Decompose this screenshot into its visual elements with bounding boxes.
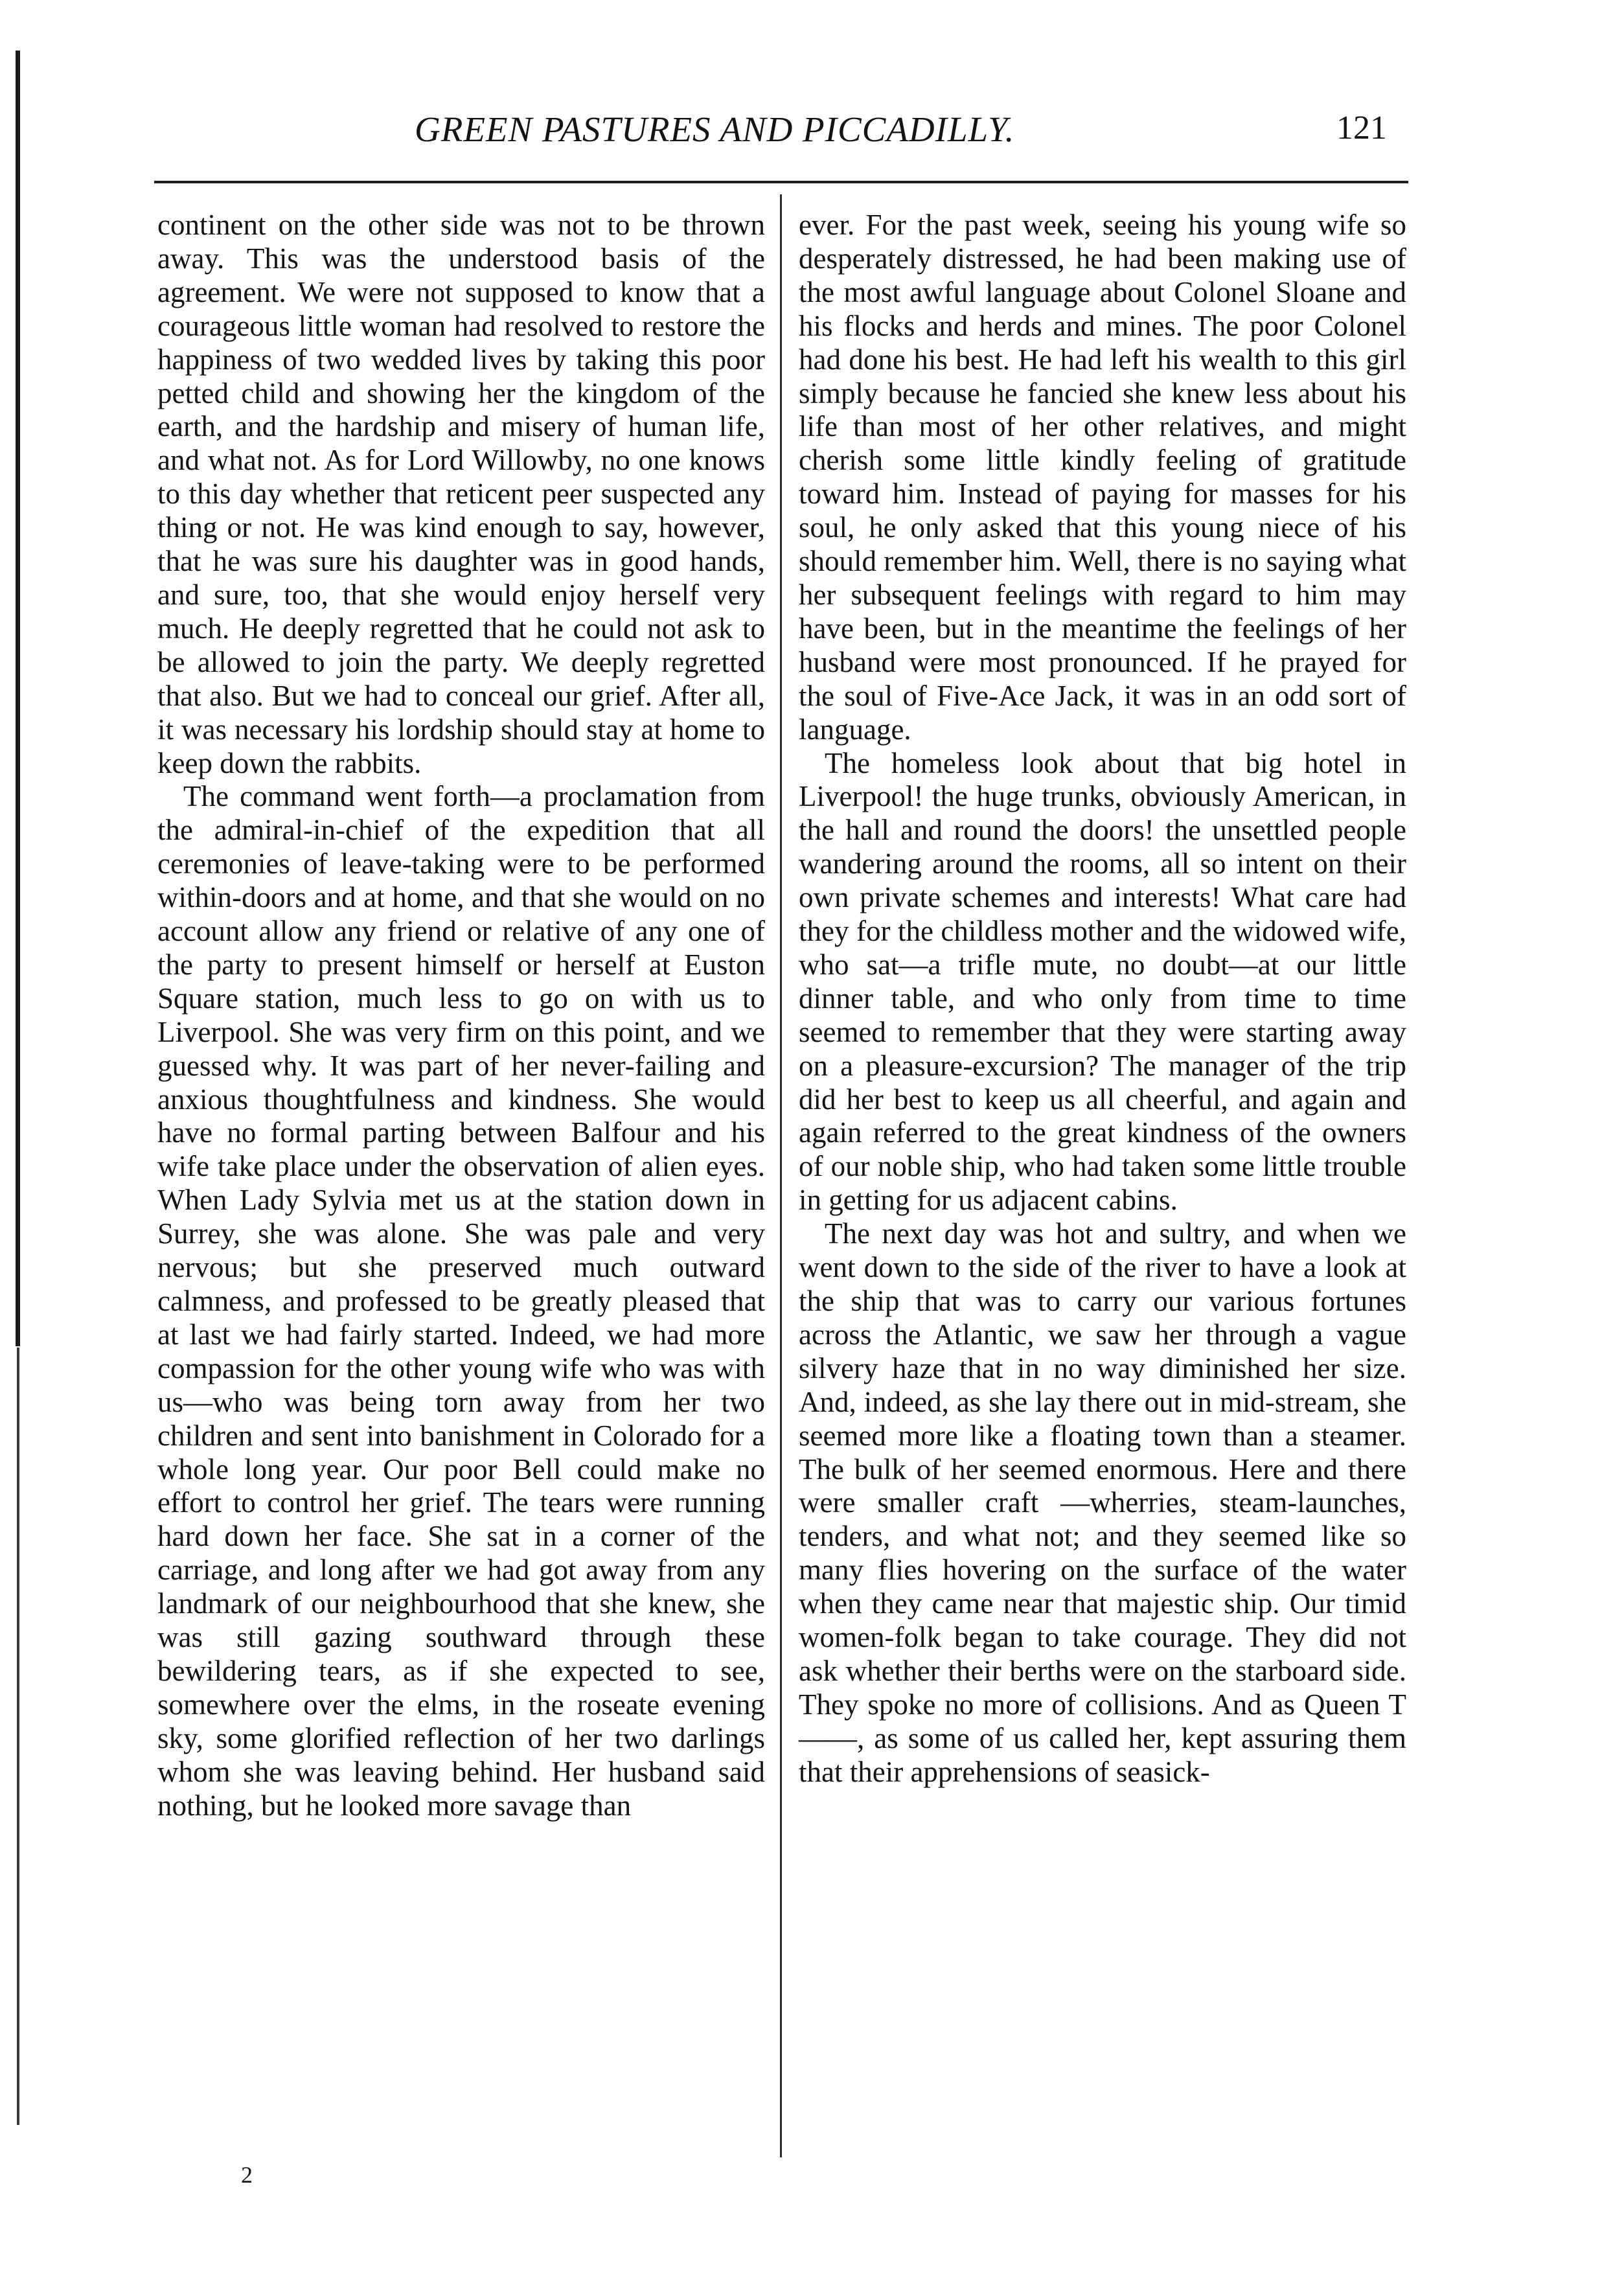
paragraph: The command went forth—a proclamation from the admiral-in-chief of the expedition that all ceremonies of leave-taking were to be performed within-doors and at home, and that she would on no account allow any friend or relative of any one of the party to present himself or herself at Euston Square station, much less to go on with us to Liverpool. She was very firm on this point, and we guessed why. It was part of her never-failing and anxious thoughtfulness and kindness. She would have no formal parting between Balfour and his wife take place under the observation of alien eyes. When Lady Sylvia met us at the station down in Surrey, she was alone. She was pale and very nervous; but she preserved much outward calmness, and professed to be greatly pleased that at last we had fairly started. Indeed, we had more compassion for the other young wife who was with us—who was being torn away from her two children and sent into banishment in Colorado for a whole long year. Our poor Bell could make no effort to control her grief. The tears were running hard down her face. She sat in a corner of the carriage, and long after we had got away from any landmark of our neighbourhood that she knew, she was still gazing southward through these bewildering tears, as if she expected to see, somewhere over the elms, in the roseate evening sky, some glorified reflection of her two darlings whom she was leaving behind. Her husband said nothing, but he looked more savage than xyxy=(157,780,765,1822)
paragraph: The homeless look about that big hotel in Liverpool! the huge trunks, obviously American, in the hall and round the doors! the unsettled people wandering around the rooms, all so intent on their own private schemes and interests! What care had they for the childless mother and the widowed wife, who sat—a trifle mute, no doubt—at our little dinner table, and who only from time to time seemed to remember that they were starting away on a pleasure-excursion? The manager of the trip did her best to keep us all cheerful, and again and again referred to the great kindness of the owners of our noble ship, who had taken some little trouble in getting for us adjacent cabins. xyxy=(799,746,1406,1217)
page-number: 121 xyxy=(1336,109,1387,146)
paragraph: ever. For the past week, seeing his young wife so desperately distressed, he had been making use of the most awful language about Colonel Sloane and his flocks and herds and mines. The poor Colonel had done his best. He had left his wealth to this girl simply because he fancied she knew less about his life than most of her other relatives, and might cherish some little kindly feeling of gratitude toward him. Instead of paying for masses for his soul, he only asked that this young niece of his should remember him. Well, there is no saying what her subsequent feelings with regard to him may have been, but in the meantime the feelings of her husband were most pronounced. If he prayed for the soul of Five-Ace Jack, it was in an odd sort of language. xyxy=(799,209,1406,746)
column-divider xyxy=(780,194,782,2157)
signature-mark: 2 xyxy=(241,2162,253,2188)
page-binding-edge-lower xyxy=(17,1348,19,2125)
page-binding-edge xyxy=(16,51,20,1346)
running-head: GREEN PASTURES AND PICCADILLY. xyxy=(415,109,1015,149)
right-column xyxy=(799,209,1406,1789)
left-column xyxy=(157,209,765,1823)
header-rule xyxy=(154,181,1408,183)
paragraph: continent on the other side was not to be thrown away. This was the understood basis of the agreement. We were not supposed to know that a courageous little woman had resolved to restore the happiness of two wedded lives by taking this poor petted child and showing her the kingdom of the earth, and the hardship and misery of human life, and what not. As for Lord Willowby, no one knows to this day whether that reticent peer suspected any thing or not. He was kind enough to say, however, that he was sure his daughter was in good hands, and sure, too, that she would enjoy herself very much. He deeply regretted that he could not ask to be allowed to join the party. We deeply regretted that also. But we had to conceal our grief. After all, it was necessary his lordship should stay at home to keep down the rabbits. xyxy=(157,209,765,779)
paragraph: The next day was hot and sultry, and when we went down to the side of the river to have a look at the ship that was to carry our various fortunes across the Atlantic, we saw her through a vague silvery haze that in no way diminished her size. And, indeed, as she lay there out in mid-stream, she seemed more like a floating town than a steamer. The bulk of her seemed enormous. Here and there were smaller craft —wherries, steam-launches, tenders, and what not; and they seemed like so many flies hovering on the surface of the water when they came near that majestic ship. Our timid women-folk began to take courage. They did not ask whether their berths were on the starboard side. They spoke no more of collisions. And as Queen T——, as some of us called her, kept assuring them that their apprehensions of seasick- xyxy=(799,1217,1406,1788)
